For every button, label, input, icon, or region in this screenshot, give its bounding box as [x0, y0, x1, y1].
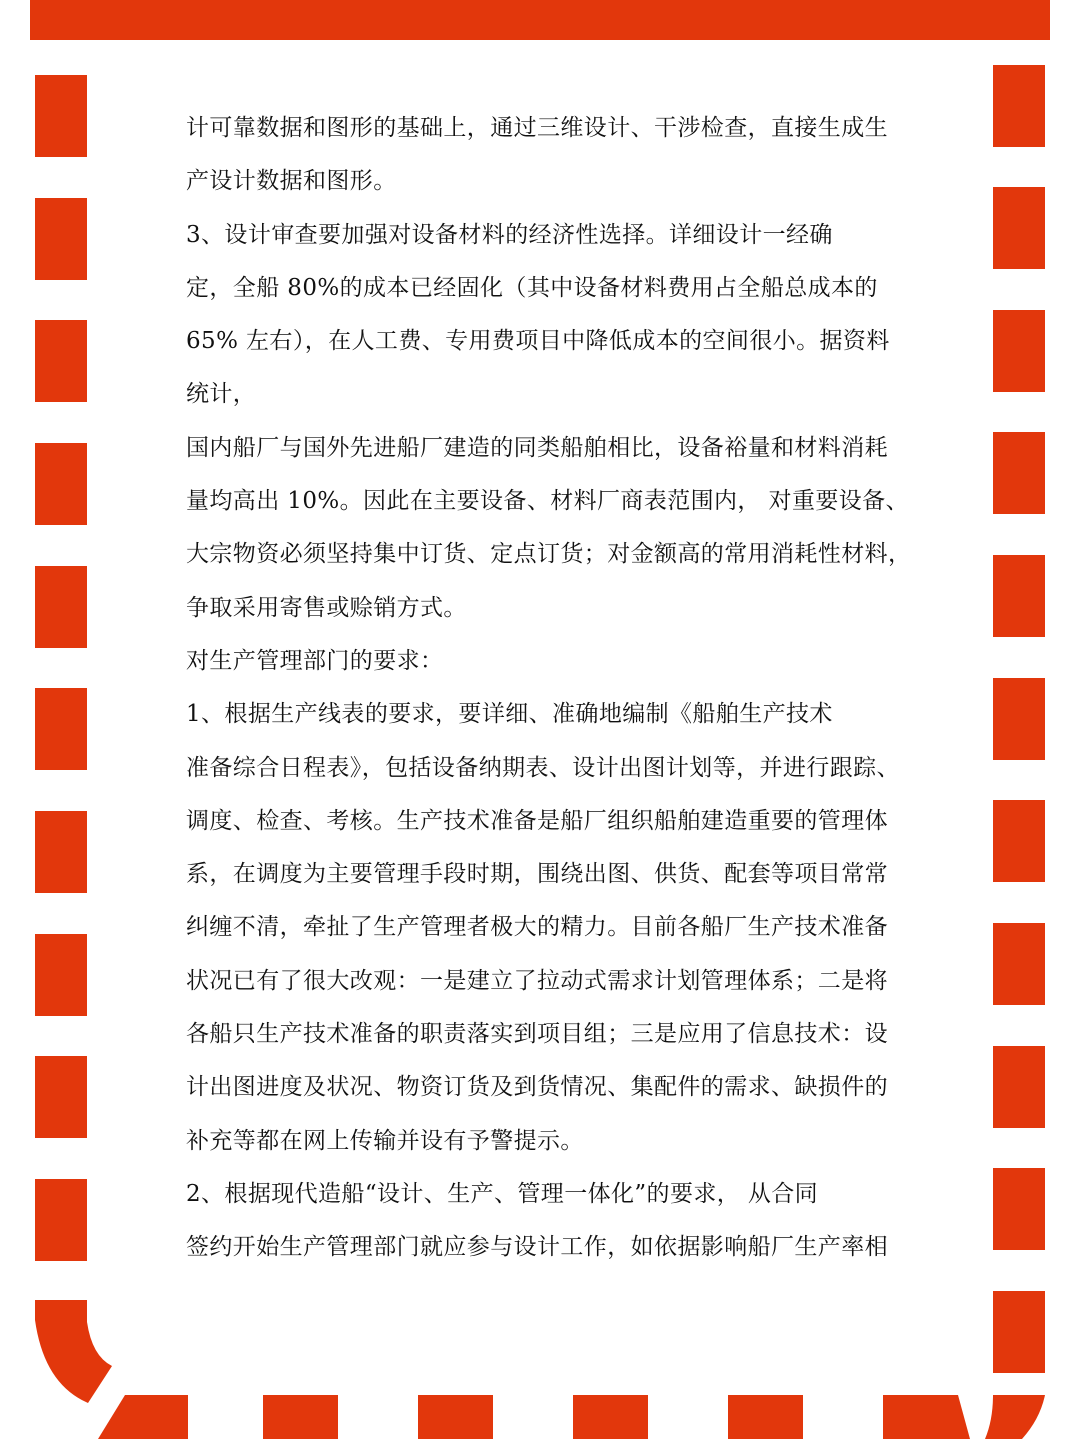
- text-line: 2、根据现代造船“设计、生产、管理一体化”的要求， 从合同: [186, 1180, 819, 1207]
- border-bottom-right-corner: [985, 1395, 1045, 1439]
- text-line: 大宗物资必须坚持集中订货、定点订货；对金额高的常用消耗性材料，: [186, 541, 912, 568]
- text-line: 统计，: [186, 381, 257, 408]
- text-line: 计出图进度及状况、物资订货及到货情况、集配件的需求、缺损件的: [186, 1074, 888, 1101]
- text-line: 3、设计审查要加强对设备材料的经济性选择。详细设计一经确: [186, 221, 833, 248]
- border-bottom-left-corner: [35, 1300, 112, 1403]
- text-line: 状况已有了很大改观：一是建立了拉动式需求计划管理体系；二是将: [186, 967, 888, 994]
- text-line: 补充等都在网上传输并设有予警提示。: [186, 1127, 584, 1154]
- text-line: 计可靠数据和图形的基础上，通过三维设计、干涉检查，直接生成生: [186, 115, 888, 141]
- border-bottom-dash: [263, 1395, 338, 1439]
- border-bottom-dash: [418, 1395, 493, 1439]
- text-line: 量均高出 10%。因此在主要设备、材料厂商表范围内， 对重要设备、: [186, 488, 909, 515]
- text-line: 对生产管理部门的要求：: [186, 647, 444, 674]
- text-line: 定，全船 80%的成本已经固化（其中设备材料费用占全船总成本的: [186, 274, 878, 301]
- text-line: 产设计数据和图形。: [186, 168, 397, 195]
- border-bottom-dash: [98, 1395, 188, 1439]
- text-line: 纠缠不清，牵扯了生产管理者极大的精力。目前各船厂生产技术准备: [186, 914, 888, 941]
- border-bottom-dash: [573, 1395, 648, 1439]
- text-line: 准备综合日程表》，包括设备纳期表、设计出图计划等，并进行跟踪、: [186, 754, 900, 781]
- border-bottom-dash: [728, 1395, 803, 1439]
- text-line: 系，在调度为主要管理手段时期，围绕出图、供货、配套等项目常常: [186, 861, 888, 888]
- border-bottom-dash: [883, 1395, 970, 1439]
- text-line: 65% 左右），在人工费、专用费项目中降低成本的空间很小。据资料: [186, 328, 890, 355]
- text-line: 签约开始生产管理部门就应参与设计工作，如依据影响船厂生产率相: [186, 1234, 888, 1261]
- text-line: 各船只生产技术准备的职责落实到项目组；三是应用了信息技术：设: [186, 1021, 888, 1048]
- text-line: 国内船厂与国外先进船厂建造的同类船舶相比，设备裕量和材料消耗: [186, 434, 888, 461]
- text-line: 调度、检查、考核。生产技术准备是船厂组织船舶建造重要的管理体: [186, 807, 888, 834]
- document-body: [186, 102, 916, 1275]
- text-line: 争取采用寄售或赊销方式。: [186, 594, 467, 621]
- text-line: 1、根据生产线表的要求，要详细、准确地编制《船舶生产技术: [186, 701, 833, 728]
